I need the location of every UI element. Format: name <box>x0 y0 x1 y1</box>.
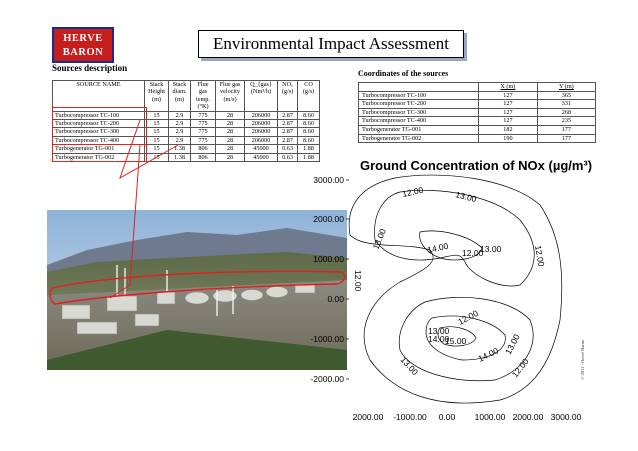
source-value-cell: 15 <box>145 145 169 153</box>
source-value-cell: 775 <box>191 111 216 119</box>
col-header-qgas: Q_{gas} (Nm³/h) <box>245 81 278 112</box>
col-header-source-name: SOURCE NAME <box>53 81 145 112</box>
source-name-cell: Turbogenerator TG-001 <box>53 145 145 153</box>
coord-value-cell: 127 <box>479 108 538 117</box>
contour-13-upper <box>375 190 535 286</box>
y-tick-label: -1000.00 <box>310 334 344 344</box>
y-tick-label: 2000.00 <box>313 214 344 224</box>
leader-line-turbogenerators <box>110 145 140 298</box>
contour-label: 12.00 <box>462 248 484 258</box>
y-tick-label: 3000.00 <box>313 175 344 185</box>
coord-col-y: Y (m) <box>537 83 595 92</box>
source-value-cell: 2.9 <box>169 111 191 119</box>
source-value-cell: 15 <box>145 153 169 161</box>
contour-label: 12.00 <box>456 307 480 327</box>
source-value-cell: 8.60 <box>298 111 320 119</box>
coord-value-cell: 365 <box>537 91 595 100</box>
source-value-cell: 28 <box>216 111 245 119</box>
source-value-cell: 775 <box>191 128 216 136</box>
source-value-cell: 1.88 <box>298 145 320 153</box>
source-value-cell: 1.38 <box>169 145 191 153</box>
col-header-co: CO (g/s) <box>298 81 320 112</box>
source-value-cell: 28 <box>216 120 245 128</box>
x-tick-label: 0.00 <box>438 412 456 422</box>
contour-label: 13.00 <box>454 189 478 205</box>
source-value-cell: 806 <box>191 153 216 161</box>
source-value-cell: 775 <box>191 120 216 128</box>
source-value-cell: 206000 <box>245 111 278 119</box>
contour-label: 13.00 <box>428 326 450 336</box>
x-tick-label: -1000.00 <box>393 412 427 422</box>
coord-value-cell: 268 <box>537 108 595 117</box>
source-name-cell: Turbocompressor TC-400 <box>53 136 145 144</box>
col-header-nox: NOₓ (g/s) <box>278 81 298 112</box>
source-name-cell: Turbocompressor TC-100 <box>53 111 145 119</box>
y-axis-ticks <box>310 175 349 384</box>
source-value-cell: 2.87 <box>278 111 298 119</box>
chart-title: Ground Concentration of NOx (µg/m³) <box>360 158 593 173</box>
leader-line-turbocompressors <box>120 120 178 178</box>
source-value-cell: 0.63 <box>278 145 298 153</box>
source-value-cell: 206000 <box>245 136 278 144</box>
contour-label: 13.00 <box>370 227 388 251</box>
source-value-cell: 1.88 <box>298 153 320 161</box>
source-value-cell: 45000 <box>245 153 278 161</box>
contour-label: 12.00 <box>509 356 531 380</box>
source-value-cell: 8.60 <box>298 128 320 136</box>
source-value-cell: 28 <box>216 128 245 136</box>
coord-value-cell: 190 <box>479 134 538 143</box>
source-value-cell: 2.9 <box>169 128 191 136</box>
source-value-cell: 2.87 <box>278 128 298 136</box>
source-value-cell: 15 <box>145 120 169 128</box>
source-value-cell: 8.60 <box>298 120 320 128</box>
contour-lines <box>349 175 562 403</box>
contour-label: 14.00 <box>426 240 450 255</box>
source-value-cell: 28 <box>216 136 245 144</box>
logo-line-1: HERVE <box>63 33 103 44</box>
source-value-cell: 15 <box>145 128 169 136</box>
contour-label: 12.00 <box>401 184 425 199</box>
source-name-cell: Turbocompressor TC-300 <box>53 128 145 136</box>
coord-value-cell: 127 <box>479 117 538 126</box>
contour-label: 15.00 <box>445 336 467 346</box>
source-value-cell: 0.63 <box>278 153 298 161</box>
contour-label: 13.00 <box>502 332 522 356</box>
source-value-cell: 2.87 <box>278 136 298 144</box>
contour-12-outer <box>349 175 562 403</box>
y-tick-label: 1000.00 <box>313 254 344 264</box>
logo-line-2: BARON <box>62 47 104 58</box>
source-value-cell: 775 <box>191 136 216 144</box>
coord-name-cell: Turbocompressor TC-400 <box>359 117 479 126</box>
contour-label: 13.00 <box>398 354 421 378</box>
source-value-cell: 8.60 <box>298 136 320 144</box>
source-value-cell: 15 <box>145 136 169 144</box>
x-axis-ticks <box>353 412 582 422</box>
coord-value-cell: 235 <box>537 117 595 126</box>
coord-value-cell: 127 <box>479 91 538 100</box>
contour-label: 14.00 <box>476 345 501 364</box>
contour-label: 14.00 <box>428 334 450 344</box>
source-value-cell: 15 <box>145 111 169 119</box>
col-header-flue-temp: Flue gas temp. (°K) <box>191 81 216 112</box>
contour-label: 13.00 <box>480 244 502 254</box>
x-tick-label: 2000.00 <box>352 412 384 422</box>
source-value-cell: 45000 <box>245 145 278 153</box>
y-tick-label: -2000.00 <box>310 374 344 384</box>
coord-value-cell: 331 <box>537 100 595 109</box>
copyright-credit: © 2011 - Hervé Baron <box>580 339 585 380</box>
source-value-cell: 28 <box>216 153 245 161</box>
contour-labels <box>353 185 547 380</box>
source-value-cell: 2.87 <box>278 120 298 128</box>
col-header-stack-diam: Stack diam. (m) <box>169 81 191 112</box>
source-value-cell: 206000 <box>245 120 278 128</box>
source-name-cell: Turbogenerator TG-002 <box>53 153 145 161</box>
coord-name-cell: Turbogenerator TG-002 <box>359 134 479 143</box>
coord-name-cell: Turbogenerator TG-001 <box>359 125 479 134</box>
coord-value-cell: 182 <box>479 125 538 134</box>
source-value-cell: 206000 <box>245 128 278 136</box>
coordinates-label: Coordinates of the sources <box>358 69 449 78</box>
source-value-cell: 806 <box>191 145 216 153</box>
y-tick-label: 0.00 <box>327 294 344 304</box>
coord-name-cell: Turbocompressor TC-300 <box>359 108 479 117</box>
col-header-flue-velocity: Flue gas velocity (m/s) <box>216 81 245 112</box>
source-value-cell: 1.38 <box>169 153 191 161</box>
x-tick-label: 1000.00 <box>474 412 506 422</box>
source-name-cell: Turbocompressor TC-200 <box>53 120 145 128</box>
coord-value-cell: 177 <box>537 125 595 134</box>
sources-description-label: Sources description <box>52 63 128 73</box>
coord-name-cell: Turbocompressor TC-100 <box>359 91 479 100</box>
x-tick-label: 2000.00 <box>512 412 544 422</box>
source-value-cell: 2.9 <box>169 120 191 128</box>
source-value-cell: 2.9 <box>169 136 191 144</box>
col-header-stack-height: Stack Height (m) <box>145 81 169 112</box>
coord-value-cell: 127 <box>479 100 538 109</box>
coord-col-x: X (m) <box>479 83 538 92</box>
x-tick-label: 3000.00 <box>550 412 582 422</box>
coord-name-cell: Turbocompressor TC-200 <box>359 100 479 109</box>
contour-label: 12.00 <box>353 270 363 292</box>
contour-label: 12.00 <box>533 244 547 268</box>
coord-value-cell: 177 <box>537 134 595 143</box>
page-title: Environmental Impact Assessment <box>198 30 464 58</box>
source-value-cell: 28 <box>216 145 245 153</box>
